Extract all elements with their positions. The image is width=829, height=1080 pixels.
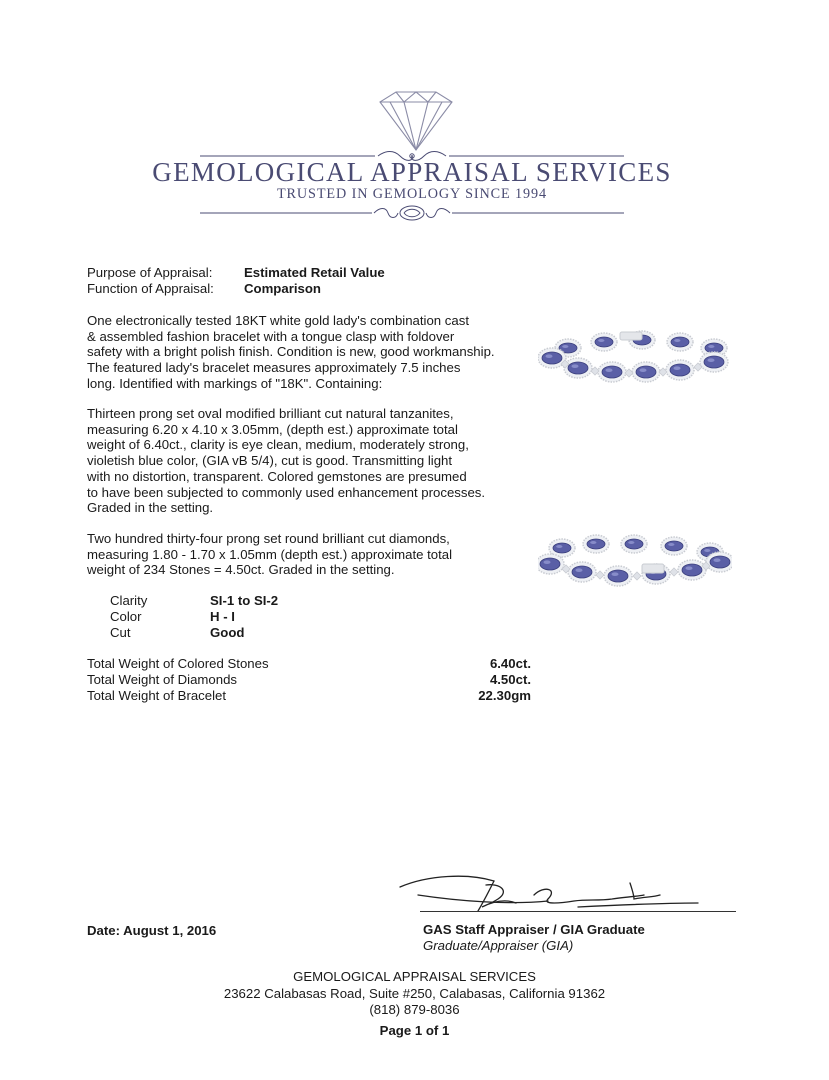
company-tagline: TRUSTED IN GEMOLOGY SINCE 1994 (276, 186, 548, 202)
paragraph-line: Two hundred thirty-four prong set round brilliant cut diamonds, (87, 531, 450, 546)
tanzanite-stone (710, 556, 730, 568)
paragraph-line: violetish blue color, (GIA vB 5/4), cut is good. Transmitting light (87, 453, 453, 469)
tanzanite-stone (553, 543, 571, 553)
paragraph-line: long. Identified with markings of "18K". Containing: (87, 375, 383, 391)
tanzanite-stone (540, 558, 560, 570)
footer-company-name: GEMOLOGICAL APPRAISAL SERVICES (293, 969, 536, 984)
tanzanite-stone (636, 366, 656, 378)
paragraph-line: & assembled fashion bracelet with a tongue clasp with foldover (87, 328, 455, 344)
diamond-spacer (670, 568, 678, 576)
bracelet-clasp (620, 332, 642, 340)
function-value: Comparison (244, 281, 321, 296)
color-value: H - I (210, 609, 235, 624)
description-paragraph-1 (87, 313, 527, 392)
total-diamonds-label: Total Weight of Diamonds (87, 672, 238, 687)
paragraph-line: One electronically tested 18KT white gold lady's combination cast (87, 313, 469, 328)
total-bracelet-value: 22.30gm (478, 688, 531, 703)
signature-line (420, 911, 736, 912)
appraiser-signature (398, 865, 738, 915)
stone-highlight (598, 339, 604, 342)
total-colored-label: Total Weight of Colored Stones (87, 656, 269, 671)
paragraph-line: measuring 6.20 x 4.10 x 3.05mm, (depth est.) approximate total (87, 421, 458, 437)
stone-highlight (628, 541, 634, 544)
paragraph-line: Graded in the setting. (87, 500, 214, 516)
clarity-label: Clarity (110, 593, 148, 608)
paragraph-line: to have been subjected to commonly used enhancement processes. (87, 484, 486, 500)
diamond-spacer (596, 571, 604, 579)
color-label: Color (110, 609, 142, 624)
footer-phone: (818) 879-8036 (369, 1002, 460, 1017)
stone-highlight (668, 543, 674, 546)
stone-highlight (708, 345, 714, 348)
paragraph-line: weight of 234 Stones = 4.50ct. Graded in the setting. (87, 562, 395, 578)
company-logo-name: GEMOLOGICAL APPRAISAL SERVICES (152, 157, 672, 187)
stone-highlight (612, 572, 619, 576)
appraisal-date: Date: August 1, 2016 (87, 923, 217, 938)
tanzanite-stone (595, 337, 613, 347)
appraiser-subtitle: Graduate/Appraiser (GIA) (423, 938, 574, 953)
ornament-divider-bottom (200, 203, 624, 223)
description-paragraph-3 (87, 531, 527, 578)
tanzanite-stone (542, 352, 562, 364)
tanzanite-stone (625, 539, 643, 549)
stone-highlight (572, 364, 579, 368)
stone-highlight (708, 358, 715, 362)
stone-highlight (556, 545, 562, 548)
stone-highlight (714, 558, 721, 562)
tanzanite-stone (671, 337, 689, 347)
stone-highlight (590, 541, 596, 544)
tanzanite-stone (587, 539, 605, 549)
function-label: Function of Appraisal: (87, 281, 214, 296)
tanzanite-stone (704, 356, 724, 368)
cut-label: Cut (110, 625, 131, 640)
paragraph-line: The featured lady's bracelet measures approximately 7.5 inches (87, 360, 461, 376)
tanzanite-stone (608, 570, 628, 582)
bracelet-photo-bottom (538, 534, 732, 590)
tanzanite-stone (665, 541, 683, 551)
stone-highlight (704, 549, 710, 552)
stone-highlight (674, 339, 680, 342)
stone-highlight (562, 345, 568, 348)
tanzanite-stone (705, 343, 723, 353)
total-colored-value: 6.40ct. (489, 656, 531, 671)
stone-highlight (544, 560, 551, 564)
stone-highlight (640, 368, 647, 372)
tanzanite-stone (670, 364, 690, 376)
tanzanite-stone (682, 564, 702, 576)
total-diamonds-value: 4.50ct. (489, 672, 531, 687)
stone-highlight (674, 366, 681, 370)
page-number: Page 1 of 1 (379, 1023, 450, 1038)
bracelet-clasp (642, 564, 664, 573)
footer-address: 23622 Calabasas Road, Suite #250, Calabasas, California 91362 (223, 986, 606, 1001)
appraiser-title: GAS Staff Appraiser / GIA Graduate (423, 922, 645, 937)
tanzanite-stone (568, 362, 588, 374)
purpose-label: Purpose of Appraisal: (87, 265, 213, 280)
paragraph-line: with no distortion, transparent. Colored gemstones are presumed (87, 468, 467, 484)
cut-value: Good (210, 625, 245, 640)
bracelet-photo-top (538, 328, 732, 390)
diamond-spacer (633, 572, 641, 580)
stone-highlight (686, 566, 693, 570)
stone-highlight (606, 368, 613, 372)
purpose-value: Estimated Retail Value (244, 265, 385, 280)
paragraph-line: safety with a bright polish finish. Condition is new, good workmanship. (87, 344, 495, 360)
paragraph-line: weight of 6.40ct., clarity is eye clean, medium, moderately strong, (87, 437, 469, 453)
description-paragraph-2 (87, 406, 527, 516)
total-bracelet-label: Total Weight of Bracelet (87, 688, 227, 703)
diamond-logo-icon (368, 88, 464, 158)
stone-highlight (546, 354, 553, 358)
paragraph-line: Thirteen prong set oval modified brilliant cut natural tanzanites, (87, 406, 454, 421)
tanzanite-stone (602, 366, 622, 378)
clarity-value: SI-1 to SI-2 (210, 593, 279, 608)
stone-highlight (576, 568, 583, 572)
tanzanite-stone (572, 566, 592, 578)
paragraph-line: measuring 1.80 - 1.70 x 1.05mm (depth est.) approximate total (87, 546, 453, 562)
